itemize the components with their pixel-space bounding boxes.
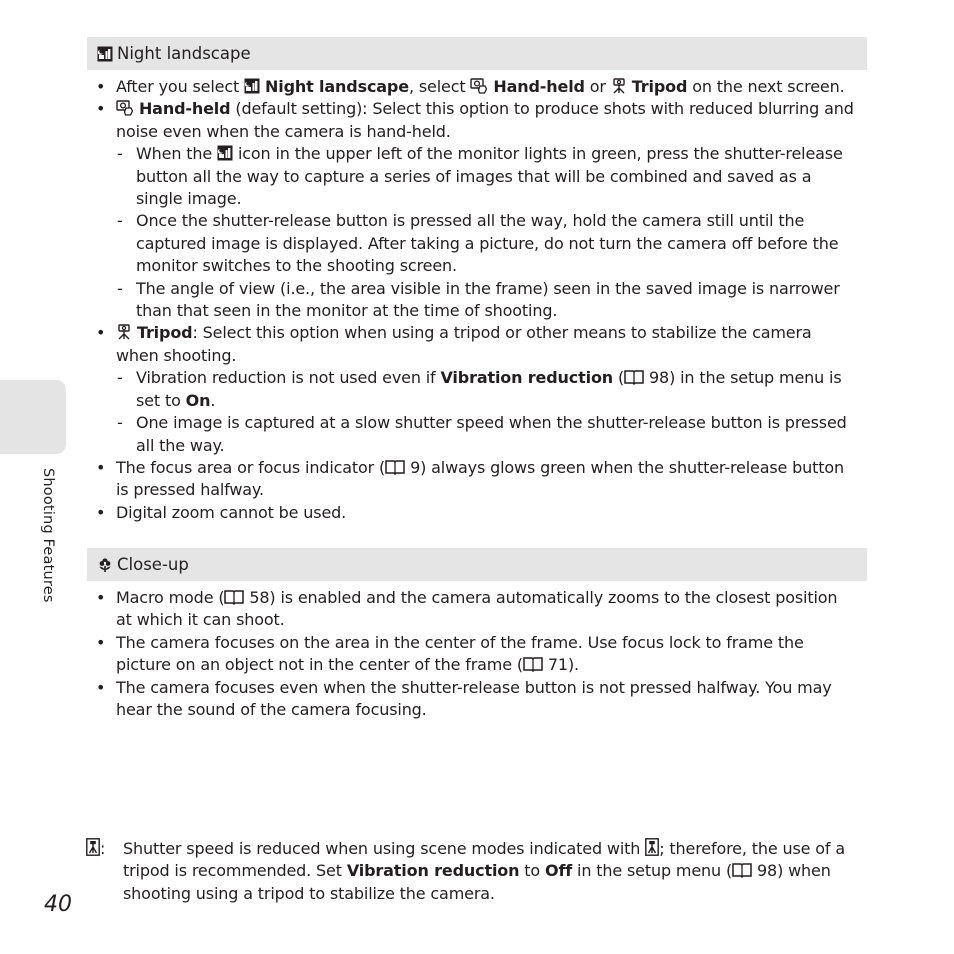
sub-list-item: - Once the shutter-release button is pressed all the way, hold the camera still until the captured image is displayed. After taking a picture, do not turn the camera off before the monitor switches to the shooting screen. xyxy=(116,210,858,277)
list-item: • The camera focuses on the area in the center of the frame. Use focus lock to frame the picture on an object not in the center of the frame ( 71). xyxy=(96,632,858,677)
chapter-label: Shooting Features xyxy=(40,468,56,603)
hand-held-icon xyxy=(470,78,488,94)
sub-list-item: - When the icon in the upper left of the monitor lights in green, press the shutter-release button all the way to capture a series of images that will be combined and saved as a single image. xyxy=(116,143,858,210)
list-item: • After you select Night landscape, select Hand-held or Tripod on the next screen. xyxy=(96,76,858,98)
list-item: • Digital zoom cannot be used. xyxy=(96,502,858,524)
sub-list-item: - The angle of view (i.e., the area visible in the frame) seen in the saved image is narrower than that seen in the monitor at the time of shooting. xyxy=(116,278,858,323)
book-reference-icon xyxy=(732,862,752,878)
tripod-icon xyxy=(611,78,627,94)
list-item: • Tripod: Select this option when using a tripod or other means to stabilize the camera when shooting. - Vibration reduction is not used even if Vibration reduction ( 98) in the setup menu is set to On. - One image is captured at a slow shutter speed when the shutter-release button is pressed all the way. xyxy=(96,322,858,456)
tripod-note: : Shutter speed is reduced when using scene modes indicated with ; therefore, the use of a tripod is recommended. Set Vibration reduction to Off in the setup menu ( 98) when shooting using a tripod to stabilize the camera. xyxy=(86,838,846,905)
close-up-section-header xyxy=(87,548,867,581)
close-up-flower-icon xyxy=(97,557,113,573)
night-landscape-icon xyxy=(97,46,113,62)
list-item: • Macro mode ( 58) is enabled and the camera automatically zooms to the closest position at which it can shoot. xyxy=(96,587,858,632)
sub-list-item: - Vibration reduction is not used even if Vibration reduction ( 98) in the setup menu is set to On. xyxy=(116,367,858,412)
night-landscape-icon xyxy=(217,145,233,161)
book-reference-icon xyxy=(624,369,644,385)
book-reference-icon xyxy=(224,589,244,605)
chapter-tab xyxy=(0,380,66,454)
tripod-icon xyxy=(116,324,132,340)
hand-held-icon xyxy=(116,100,134,116)
night-landscape-icon xyxy=(244,78,260,94)
list-item: • The focus area or focus indicator ( 9) always glows green when the shutter-release button is pressed halfway. xyxy=(96,457,858,502)
sub-list-item: - One image is captured at a slow shutter speed when the shutter-release button is pressed all the way. xyxy=(116,412,858,457)
tripod-mark-icon xyxy=(645,838,659,856)
close-up-title: Close-up xyxy=(117,555,189,574)
book-reference-icon xyxy=(523,656,543,672)
page-number: 40 xyxy=(44,892,72,917)
close-up-body xyxy=(96,587,858,721)
night-landscape-title: Night landscape xyxy=(117,44,251,63)
book-reference-icon xyxy=(385,459,405,475)
list-item: • The camera focuses even when the shutter-release button is not pressed halfway. You may hear the sound of the camera focusing. xyxy=(96,677,858,722)
tripod-mark-icon xyxy=(86,838,100,856)
night-landscape-section-header xyxy=(87,37,867,70)
night-landscape-body xyxy=(96,76,858,524)
list-item: • Hand-held (default setting): Select this option to produce shots with reduced blurring and noise even when the camera is hand-held. - When the icon in the upper left of the monitor lights in green, press the shutter-release button all the way to capture a series of images that will be combined and saved as a single image. - Once the shutter-release button is pressed all the way, hold the camera still until the captured image is displayed. After taking a picture, do not turn the camera off before the monitor switches to the shooting screen. - The angle of view (i.e., the area visible in the frame) seen in the saved image is narrower than that seen in the monitor at the time of shooting. xyxy=(96,98,858,322)
